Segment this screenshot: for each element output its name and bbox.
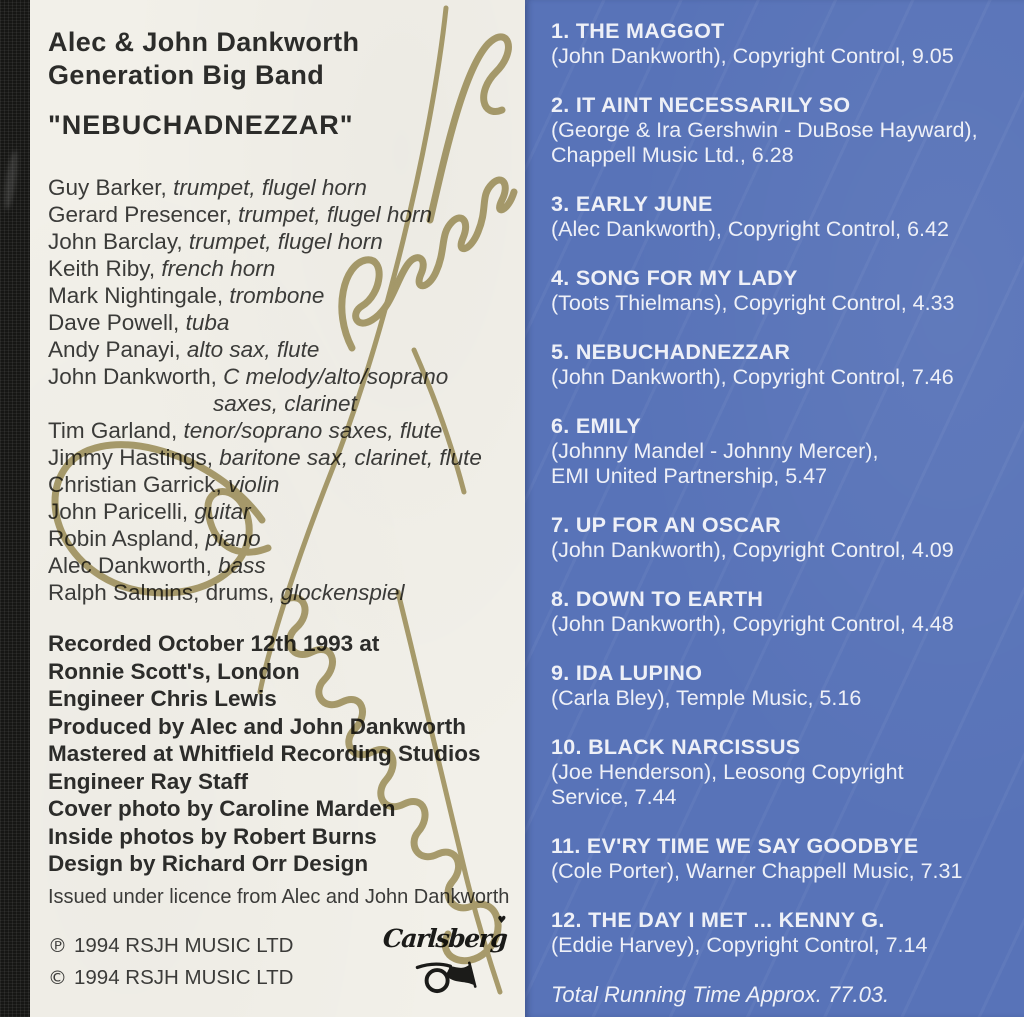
track-number: 9. [551, 661, 570, 685]
musician-instruments: trumpet, flugel horn [173, 175, 367, 200]
track-number: 3. [551, 192, 570, 216]
track-entry [551, 661, 1016, 711]
musician-instruments: C melody/alto/soprano [223, 364, 449, 389]
track-detail: (John Dankworth), Copyright Control, 9.05 [551, 44, 954, 68]
musician-instruments: trumpet, flugel horn [188, 229, 383, 254]
musician-name: Dave Powell, [48, 310, 180, 335]
personnel-row [48, 174, 510, 201]
musician-instruments: trombone [229, 283, 325, 308]
copyright-line [48, 962, 293, 994]
track-number: 11. [551, 834, 581, 858]
track-entry [551, 93, 1016, 168]
musician-name: Christian Garrick, [48, 472, 222, 497]
track-title [551, 266, 1016, 291]
heart-icon: ♥ [497, 915, 506, 926]
personnel-row [48, 579, 510, 606]
musician-name: Mark Nightingale, [48, 283, 224, 308]
musician-instruments: glockenspiel [280, 580, 405, 605]
carlsberg-logo [382, 915, 508, 999]
track-number: 2. [551, 93, 570, 117]
track-details [551, 217, 1016, 242]
track-details [551, 686, 1016, 711]
copyright-block [48, 930, 293, 994]
credit-line: Engineer Ray Staff [48, 768, 249, 794]
musician-name: John Paricelli, [48, 499, 189, 524]
musician-instruments: baritone sax, clarinet, flute [219, 445, 482, 470]
track-entry [551, 192, 1016, 242]
copyright-text: 1994 RSJH MUSIC LTD [74, 966, 294, 989]
track-name: THE DAY I MET ... KENNY G. [588, 908, 885, 932]
credit-line: Cover photo by Caroline Marden [48, 796, 396, 821]
personnel-row [48, 309, 510, 336]
credit-line: Design by Richard Orr Design [48, 851, 369, 876]
track-title [551, 414, 1016, 439]
track-title [551, 513, 1016, 538]
track-number: 10. [551, 735, 582, 759]
track-detail: (Joe Henderson), Leosong Copyright [551, 760, 904, 784]
musician-name: Andy Panayi, [48, 337, 181, 362]
album-title: "NEBUCHADNEZZAR" [48, 110, 354, 140]
credit-line: Mastered at Whitfield Recording Studios [48, 741, 481, 766]
musician-name: John Barclay, [48, 229, 183, 254]
track-number: 4. [551, 266, 570, 290]
copyright-symbol-icon: © [48, 967, 67, 989]
copyright-text: 1994 RSJH MUSIC LTD [74, 934, 294, 957]
track-detail: (John Dankworth), Copyright Control, 7.46 [551, 365, 954, 389]
track-details [551, 538, 1016, 563]
musician-name: Jimmy Hastings, [48, 445, 214, 470]
personnel-row [48, 336, 510, 363]
personnel-list [48, 174, 510, 606]
track-details [551, 859, 1016, 884]
track-number: 7. [551, 513, 570, 537]
musician-instruments: piano [205, 526, 261, 551]
track-title [551, 340, 1016, 365]
personnel-row [48, 282, 510, 309]
track-details [551, 118, 1016, 168]
track-details [551, 760, 1016, 810]
track-details [551, 365, 1016, 390]
personnel-row [48, 552, 510, 579]
personnel-row [48, 228, 510, 255]
carlsberg-text: Carlsberg [382, 924, 508, 953]
track-entry [551, 414, 1016, 489]
track-title [551, 587, 1016, 612]
musician-instruments: bass [218, 553, 266, 578]
musician-instruments: french horn [161, 256, 276, 281]
track-detail: (Eddie Harvey), Copyright Control, 7.14 [551, 933, 928, 957]
track-details [551, 439, 1016, 489]
personnel-row [48, 471, 510, 498]
track-name: IDA LUPINO [575, 661, 703, 685]
track-entry [551, 834, 1016, 884]
track-entry [551, 908, 1016, 958]
track-name: DOWN TO EARTH [575, 587, 764, 611]
band-name [48, 26, 359, 92]
musician-name: John Dankworth, [48, 364, 217, 389]
musician-name: Ralph Salmins, drums, [48, 580, 275, 605]
credit-line: Ronnie Scott's, London [48, 658, 300, 684]
track-name: NEBUCHADNEZZAR [575, 340, 791, 364]
track-detail: EMI United Partnership, 5.47 [551, 464, 828, 488]
track-number: 1. [551, 19, 570, 43]
personnel-row [48, 390, 510, 417]
track-name: UP FOR AN OSCAR [575, 513, 781, 537]
track-detail: (Carla Bley), Temple Music, 5.16 [551, 686, 862, 710]
credit-line: Produced by Alec and John Dankworth [48, 713, 466, 739]
credit-line: Recorded October 12th 1993 at [48, 631, 380, 656]
musician-name: Keith Riby, [48, 256, 156, 281]
track-name: THE MAGGOT [575, 19, 725, 43]
personnel-row [48, 255, 510, 282]
personnel-row [48, 417, 510, 444]
track-details [551, 933, 1016, 958]
personnel-row [48, 525, 510, 552]
track-number: 6. [551, 414, 570, 438]
track-title [551, 93, 1016, 118]
track-name: BLACK NARCISSUS [588, 735, 801, 759]
track-detail: Service, 7.44 [551, 785, 677, 809]
licence-note: Issued under licence from Alec and John Dankworth [48, 886, 510, 908]
total-running-time: Total Running Time Approx. 77.03. [551, 982, 890, 1007]
track-detail: (George & Ira Gershwin - DuBose Hayward), [551, 118, 978, 142]
track-entry [551, 340, 1016, 390]
band-name-line1: Alec & John Dankworth [48, 27, 360, 57]
track-detail: (John Dankworth), Copyright Control, 4.48 [551, 612, 954, 636]
track-detail: (Alec Dankworth), Copyright Control, 6.42 [551, 217, 949, 241]
track-detail: (Johnny Mandel - Johnny Mercer), [551, 439, 879, 463]
musician-instruments: saxes, clarinet [213, 391, 357, 416]
musician-instruments: guitar [194, 499, 251, 524]
track-name: EV'RY TIME WE SAY GOODBYE [586, 834, 919, 858]
musician-instruments: trumpet, flugel horn [238, 202, 432, 227]
track-title [551, 661, 1016, 686]
production-credits [48, 630, 481, 878]
copyright-line [48, 930, 293, 962]
track-detail: Chappell Music Ltd., 6.28 [551, 143, 794, 167]
track-details [551, 291, 1016, 316]
personnel-row [48, 444, 510, 471]
track-detail: (John Dankworth), Copyright Control, 4.09 [551, 538, 954, 562]
musician-name: Guy Barker, [48, 175, 167, 200]
track-details [551, 612, 1016, 637]
track-title [551, 834, 1016, 859]
track-detail: (Toots Thielmans), Copyright Control, 4.33 [551, 291, 955, 315]
track-number: 5. [551, 340, 570, 364]
musician-name: Alec Dankworth, [48, 553, 212, 578]
personnel-row [48, 498, 510, 525]
track-title [551, 192, 1016, 217]
carlsberg-wordmark [382, 915, 508, 953]
musician-instruments: alto sax, flute [186, 337, 320, 362]
credit-line: Inside photos by Robert Burns [48, 823, 377, 849]
copyright-symbol-icon: ℗ [48, 935, 67, 957]
personnel-row [48, 201, 510, 228]
track-name: EMILY [575, 414, 642, 438]
scan-black-edge [0, 0, 30, 1017]
track-entry [551, 266, 1016, 316]
hunting-horn-icon [412, 953, 478, 999]
track-detail: (Cole Porter), Warner Chappell Music, 7.31 [551, 859, 963, 883]
track-entry [551, 19, 1016, 69]
track-entry [551, 513, 1016, 563]
band-name-line2: Generation Big Band [48, 60, 325, 90]
track-entry [551, 735, 1016, 810]
track-number: 12. [551, 908, 582, 932]
musician-instruments: violin [228, 472, 280, 497]
track-details [551, 44, 1016, 69]
musician-name: Gerard Presencer, [48, 202, 232, 227]
credits-page [30, 0, 525, 1017]
musician-name: Robin Aspland, [48, 526, 200, 551]
musician-name: Tim Garland, [48, 418, 178, 443]
track-name: SONG FOR MY LADY [575, 266, 798, 290]
track-title [551, 908, 1016, 933]
credit-line: Engineer Chris Lewis [48, 686, 277, 711]
personnel-row [48, 363, 510, 390]
musician-instruments: tuba [185, 310, 230, 335]
track-name: EARLY JUNE [575, 192, 713, 216]
edge-scuff [2, 150, 20, 211]
tracklist-panel [525, 0, 1024, 1017]
track-number: 8. [551, 587, 570, 611]
track-name: IT AINT NECESSARILY SO [575, 93, 851, 117]
track-title [551, 735, 1016, 760]
track-title [551, 19, 1016, 44]
musician-instruments: tenor/soprano saxes, flute [183, 418, 443, 443]
track-entry [551, 587, 1016, 637]
